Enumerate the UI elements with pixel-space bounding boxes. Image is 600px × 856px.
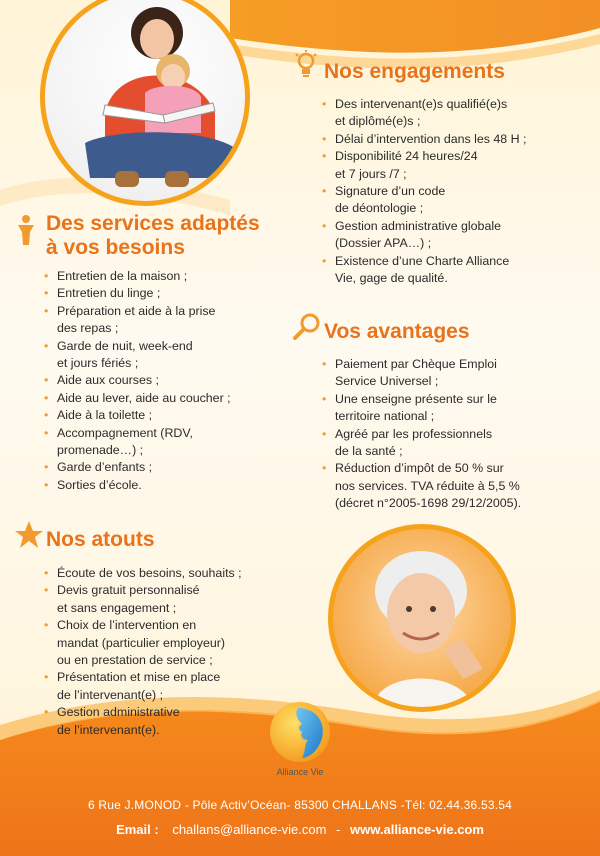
list-item: • Accompagnement (RDV, promenade…) ; bbox=[44, 425, 274, 460]
list-item: • Paiement par Chèque Emploi Service Universel ; bbox=[322, 356, 592, 391]
logo-name: Alliance Vie bbox=[276, 767, 324, 777]
mother-child-illustration bbox=[45, 0, 245, 201]
list-item: • Signature d’un code de déontologie ; bbox=[322, 183, 592, 218]
avantages-title: Vos avantages bbox=[324, 320, 470, 343]
list-item: • Préparation et aide à la prise des repas ; bbox=[44, 303, 274, 338]
list-item: • Aide aux courses ; bbox=[44, 372, 274, 389]
list-item: • Aide au lever, aide au coucher ; bbox=[44, 390, 274, 407]
list-item: • Garde de nuit, week-end et jours fériés ; bbox=[44, 338, 274, 373]
list-item: • Agréé par les professionnels de la santé ; bbox=[322, 426, 592, 461]
email-link[interactable]: challans@alliance-vie.com bbox=[172, 822, 327, 837]
list-item: • Garde d’enfants ; bbox=[44, 459, 274, 476]
list-item: • Devis gratuit personnalisé et sans engagement ; bbox=[44, 582, 274, 617]
atouts-title: Nos atouts bbox=[46, 528, 155, 551]
list-item: • Choix de l’intervention en mandat (particulier employeur) ou en prestation de service ; bbox=[44, 617, 274, 669]
alliance-vie-logo-icon bbox=[268, 700, 332, 764]
elderly-woman-illustration bbox=[333, 529, 511, 707]
footer-address: 6 Rue J.MONOD - Pôle Activ’Océan- 85300 CHALLANS -Tél: 02.44.36.53.54 bbox=[88, 798, 512, 812]
footer-separator: - bbox=[336, 822, 341, 837]
list-item: • Gestion administrative globale (Dossier APA…) ; bbox=[322, 218, 592, 253]
list-item: • Délai d’intervention dans les 48 H ; bbox=[322, 131, 592, 148]
list-item: • Une enseigne présente sur le territoire national ; bbox=[322, 391, 592, 426]
lightbulb-icon bbox=[294, 50, 318, 80]
magnifier-icon bbox=[292, 312, 322, 342]
engagements-list bbox=[322, 96, 592, 287]
list-item: • Existence d’une Charte Alliance Vie, gage de qualité. bbox=[322, 253, 592, 288]
avantages-list bbox=[322, 356, 592, 513]
list-item: • Réduction d’impôt de 50 % sur nos services. TVA réduite à 5,5 % (décret n°2005-1698 29/12/2005). bbox=[322, 460, 592, 512]
list-item: • Écoute de vos besoins, souhaits ; bbox=[44, 565, 274, 582]
engagements-title: Nos engagements bbox=[324, 60, 505, 83]
list-item: • Aide à la toilette ; bbox=[44, 407, 274, 424]
list-item: • Présentation et mise en place de l’intervenant(e) ; bbox=[44, 669, 274, 704]
list-item: • Entretien du linge ; bbox=[44, 285, 274, 302]
services-list bbox=[44, 268, 274, 494]
list-item: • Entretien de la maison ; bbox=[44, 268, 274, 285]
footer-contact bbox=[0, 822, 600, 837]
list-item: • Gestion administrative de l’intervenant(e). bbox=[44, 704, 274, 739]
services-title: Des services adaptés à vos besoins bbox=[46, 212, 260, 259]
person-icon bbox=[14, 214, 38, 246]
smiling-elderly-woman-photo bbox=[328, 524, 516, 712]
list-item: • Disponibilité 24 heures/24 et 7 jours /7 ; bbox=[322, 148, 592, 183]
atouts-list bbox=[44, 565, 274, 739]
star-icon bbox=[14, 520, 44, 550]
list-item: • Des intervenant(e)s qualifié(e)s et diplômé(e)s ; bbox=[322, 96, 592, 131]
email-label: Email : bbox=[116, 822, 159, 837]
list-item: • Sorties d’école. bbox=[44, 477, 274, 494]
website-link[interactable]: www.alliance-vie.com bbox=[350, 822, 484, 837]
